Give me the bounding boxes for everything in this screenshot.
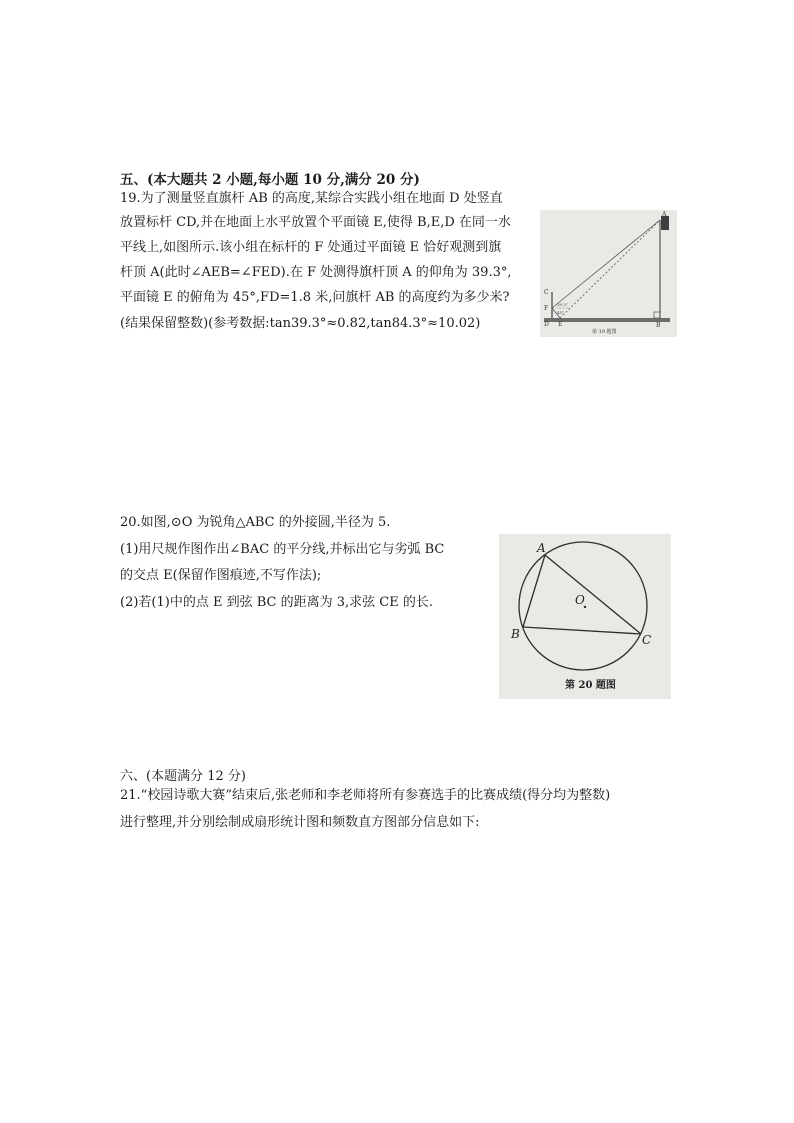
label-a: A xyxy=(537,541,546,555)
q19-figure xyxy=(540,210,677,337)
q19-line-1: 19.为了测量竖直旗杆 AB 的高度,某综合实践小组在地面 D 处竖直 xyxy=(120,191,503,206)
ground-line xyxy=(544,318,670,322)
q19-figure-caption: 第 19 题图 xyxy=(592,329,617,335)
label-o: O xyxy=(575,593,585,607)
label-b: B xyxy=(656,322,661,329)
side-ac xyxy=(545,555,641,634)
label-b: B xyxy=(511,627,520,641)
angle-label-39: 39.3° xyxy=(557,302,568,307)
q19-figure-diagram xyxy=(540,210,677,337)
section-5-heading: 五、(本大题共 2 小题,每小题 10 分,满分 20 分) xyxy=(120,172,420,188)
angle-label-45: 45° xyxy=(557,310,565,315)
q20-line-1: 20.如图,⊙O 为锐角△ABC 的外接圆,半径为 5. xyxy=(120,515,391,530)
q20-figure xyxy=(499,534,671,699)
q20-line-3: 的交点 E(保留作图痕迹,不写作法); xyxy=(120,568,322,583)
flag-shape xyxy=(661,216,669,230)
q20-figure-caption: 第 20 题图 xyxy=(565,680,616,691)
label-e: E xyxy=(558,321,563,328)
label-a: A xyxy=(662,211,667,218)
q21-line-1: 21.“校园诗歌大赛”结束后,张老师和李老师将所有参赛选手的比赛成绩(得分均为整数) xyxy=(120,788,611,803)
q21-line-2: 进行整理,并分别绘制成扇形统计图和频数直方图部分信息如下: xyxy=(120,815,480,830)
section-6-heading: 六、(本题满分 12 分) xyxy=(120,769,246,784)
sightline-fa xyxy=(552,220,660,308)
side-bc xyxy=(523,627,641,634)
q19-line-4: 杆顶 A(此时∠AEB=∠FED).在 F 处测得旗杆顶 A 的仰角为 39.3°, xyxy=(120,265,512,280)
q20-line-4: (2)若(1)中的点 E 到弦 BC 的距离为 3,求弦 CE 的长. xyxy=(120,595,433,610)
q19-line-6: (结果保留整数)(参考数据:tan39.3°≈0.82,tan84.3°≈10.02) xyxy=(120,316,481,331)
q20-line-2: (1)用尺规作图作出∠BAC 的平分线,并标出它与劣弧 BC xyxy=(120,542,445,557)
label-c: C xyxy=(642,633,652,647)
label-d: D xyxy=(544,321,549,328)
q19-line-3: 平线上,如图所示.该小组在标杆的 F 处通过平面镜 E 恰好观测到旗 xyxy=(120,240,502,255)
q19-line-5: 平面镜 E 的俯角为 45°,FD=1.8 米,问旗杆 AB 的高度约为多少米? xyxy=(120,290,510,305)
right-angle-mark xyxy=(654,312,660,318)
q20-figure-diagram xyxy=(499,534,671,699)
q19-line-2: 放置标杆 CD,并在地面上水平放置个平面镜 E,使得 B,E,D 在同一水 xyxy=(120,215,511,230)
label-f: F xyxy=(544,305,549,312)
reflection-line-ea xyxy=(560,220,660,318)
label-c: C xyxy=(544,289,549,296)
